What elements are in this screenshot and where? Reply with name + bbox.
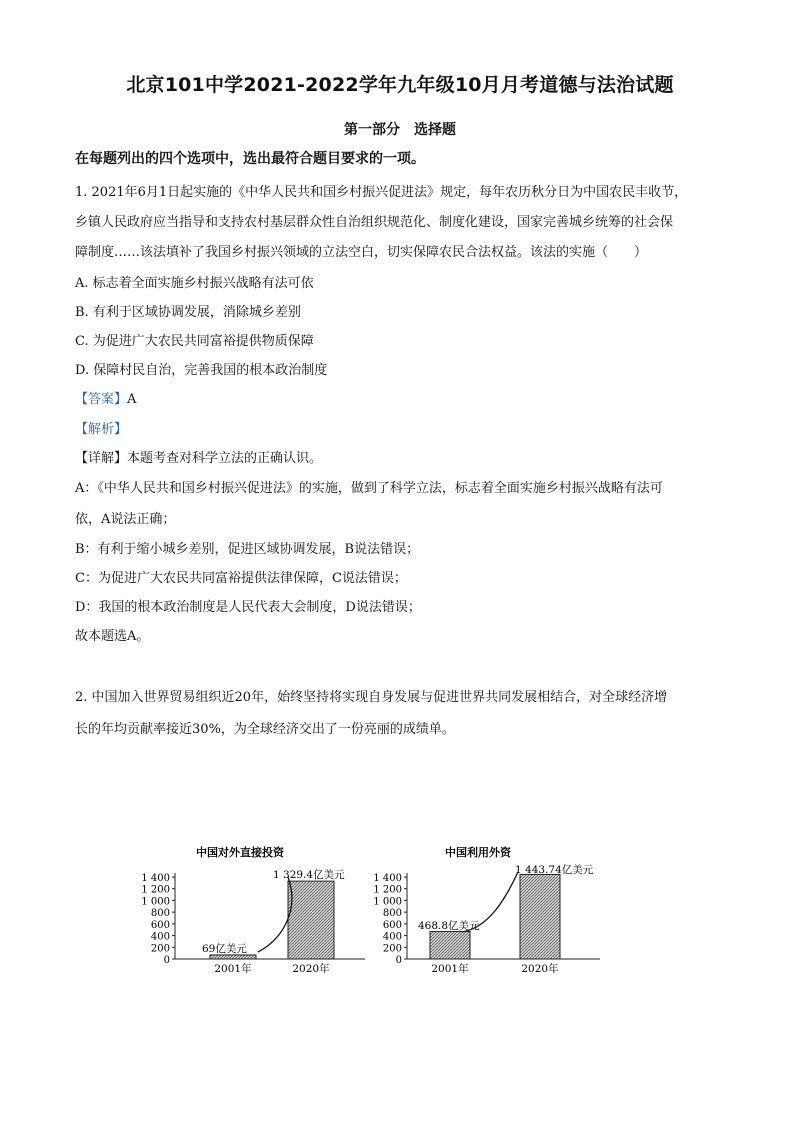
q1-detail-line: 【详解】本题考查对科学立法的正确认识。 bbox=[75, 451, 323, 466]
y-tick-label: 1 400 bbox=[141, 873, 170, 884]
instruction-text: 在每题列出的四个选项中，选出最符合题目要求的一项。 bbox=[75, 151, 425, 167]
q1-detail-line: 依，A说法正确； bbox=[75, 512, 176, 527]
q1-answer bbox=[75, 388, 136, 407]
chart-title: 中国对外直接投资 bbox=[196, 846, 284, 859]
q1-stem-line: 乡镇人民政府应当指导和支持农村基层群众性自治组织规范化、制度化建设，国家完善城乡统筹的社会保 bbox=[75, 215, 674, 230]
page-title: 北京101中学2021-2022学年九年级10月月考道德与法治试题 bbox=[126, 74, 674, 96]
data-label: 468.8亿美元 bbox=[418, 920, 480, 932]
bar bbox=[520, 874, 560, 959]
chart-title: 中国利用外资 bbox=[445, 846, 511, 859]
q1-option-d: D. 保障村民自治，完善我国的根本政治制度 bbox=[75, 363, 328, 378]
q1-option-a: A. 标志着全面实施乡村振兴战略有法可依 bbox=[75, 276, 314, 291]
y-tick-label: 1 200 bbox=[373, 884, 402, 896]
y-tick-label: 200 bbox=[150, 943, 170, 955]
y-tick-label: 200 bbox=[382, 943, 402, 955]
q1-detail-line: D：我国的根本政治制度是人民代表大会制度，D说法错误； bbox=[75, 600, 421, 615]
y-tick-label: 0 bbox=[395, 955, 402, 966]
q2-stem-line: 长的年均贡献率接近30%，为全球经济交出了一份亮丽的成绩单。 bbox=[75, 722, 455, 737]
growth-arrow bbox=[258, 877, 292, 952]
x-tick-label: 2020年 bbox=[292, 963, 330, 975]
y-tick-label: 1 000 bbox=[373, 896, 402, 908]
x-tick-label: 2020年 bbox=[521, 963, 559, 975]
y-tick-label: 800 bbox=[382, 908, 402, 920]
y-tick-label: 600 bbox=[150, 919, 170, 931]
q1-detail-line: C：为促进广大农民共同富裕提供法律保障，C说法错误； bbox=[75, 571, 407, 586]
y-tick-label: 400 bbox=[382, 931, 402, 943]
x-tick-label: 2001年 bbox=[431, 963, 469, 975]
q1-stem-line: 障制度……该法填补了我国乡村振兴领域的立法空白，切实保障农民合法权益。该法的实施（ ） bbox=[75, 245, 648, 260]
q1-detail-line: A：《中华人民共和国乡村振兴促进法》的实施，做到了科学立法，标志着全面实施乡村振兴战略有法可 bbox=[75, 481, 663, 496]
bar bbox=[430, 932, 470, 959]
bar bbox=[288, 881, 334, 959]
y-tick-label: 800 bbox=[150, 908, 170, 920]
q1-detail-line: B：有利于缩小城乡差别，促进区域协调发展，B说法错误； bbox=[75, 542, 420, 557]
y-tick-label: 1 400 bbox=[373, 873, 402, 884]
x-tick-label: 2001年 bbox=[214, 963, 252, 975]
charts-figure bbox=[141, 840, 630, 990]
y-tick-label: 1 000 bbox=[141, 896, 170, 908]
bar bbox=[210, 955, 256, 959]
q2-stem-line: 2. 中国加入世界贸易组织近20年，始终坚持将实现自身发展与促进世界共同发展相结合，对全球经济增 bbox=[75, 690, 668, 705]
answer-value: A bbox=[127, 392, 137, 407]
section-title: 第一部分 选择题 bbox=[344, 122, 456, 138]
q1-analysis bbox=[75, 418, 127, 437]
data-label: 69亿美元 bbox=[202, 943, 247, 955]
y-tick-label: 600 bbox=[382, 919, 402, 931]
data-label: 1 329.4亿美元 bbox=[273, 869, 345, 881]
analysis-tag: 【解析】 bbox=[75, 422, 128, 437]
q1-detail-line: 故本题选A。 bbox=[75, 629, 150, 644]
charts-svg bbox=[141, 840, 630, 990]
data-label: 1 443.74亿美元 bbox=[515, 864, 594, 876]
answer-tag: 【答案】 bbox=[75, 392, 128, 407]
y-tick-label: 0 bbox=[163, 955, 170, 966]
y-tick-label: 400 bbox=[150, 931, 170, 943]
y-tick-label: 1 200 bbox=[141, 884, 170, 896]
q1-stem-line: 1. 2021年6月1日起实施的《中华人民共和国乡村振兴促进法》规定，每年农历秋分日为中国农民丰收节， bbox=[75, 185, 688, 200]
q1-option-b: B. 有利于区域协调发展，消除城乡差别 bbox=[75, 305, 301, 320]
q1-option-c: C. 为促进广大农民共同富裕提供物质保障 bbox=[75, 334, 314, 349]
